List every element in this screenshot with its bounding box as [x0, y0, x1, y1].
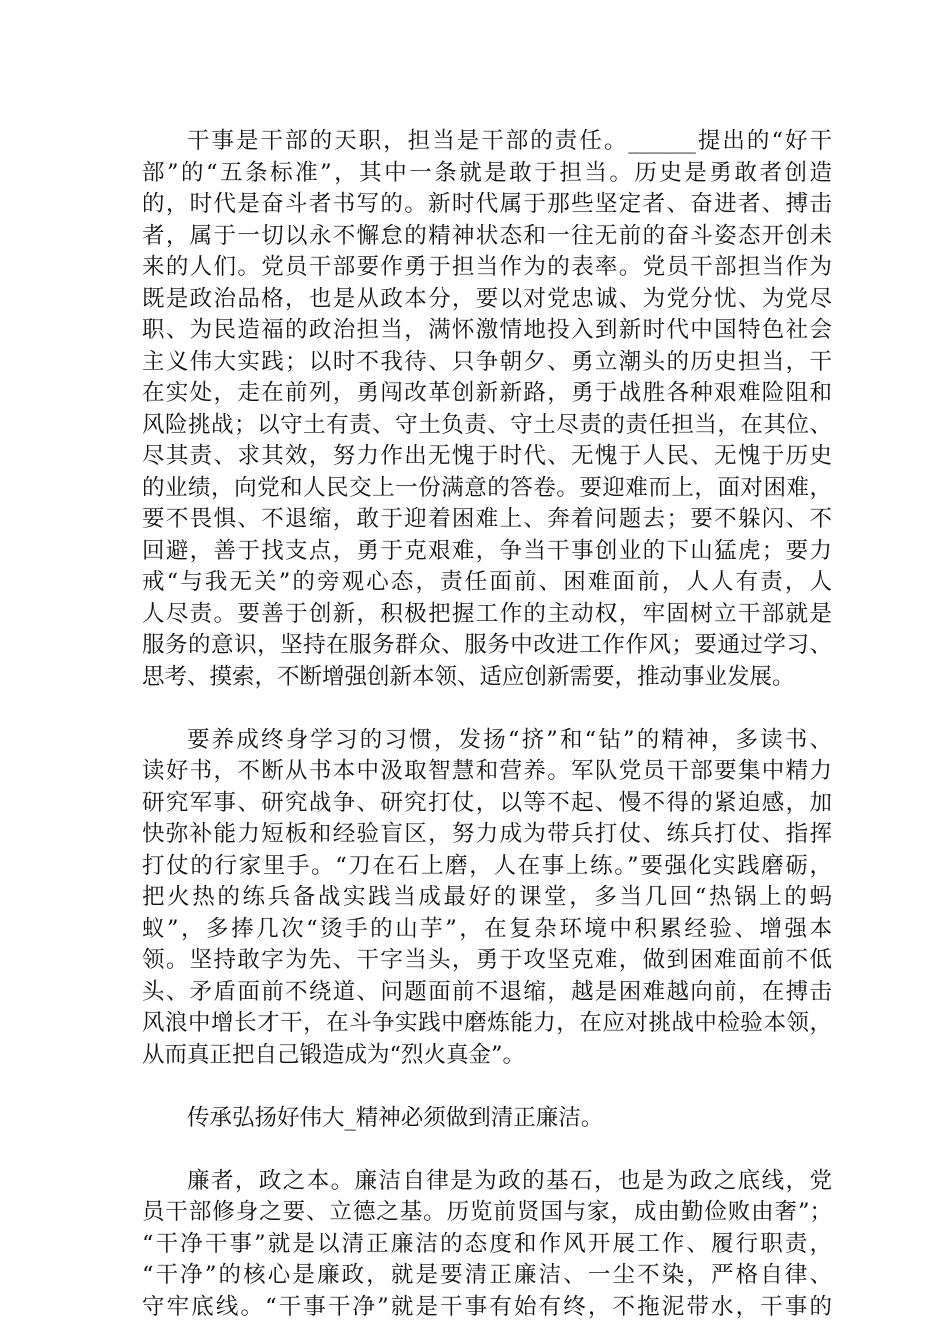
text-line: “干净”的核心是廉政，就是要清正廉洁、一尘不染，严格自律、 [142, 1262, 832, 1288]
text-line: 的业绩，向党和人民交上一份满意的答卷。要迎难而上，面对困难， [142, 474, 832, 501]
text-line: 人尽责。要善于创新，积极把握工作的主动权，牢固树立干部就是 [142, 600, 832, 627]
text-line: 要不畏惧、不退缩，敢于迎着困难上、奔着问题去；要不躲闪、不 [142, 506, 832, 532]
text-line: 廉者，政之本。廉洁自律是为政的基石，也是为政之底线，党 [187, 1167, 832, 1194]
text-line: 尽其责、求其效，努力作出无愧于时代、无愧于人民、无愧于历史 [142, 443, 832, 469]
paragraph-integrity [142, 1166, 832, 1324]
text-line: 要养成终身学习的习惯，发扬“挤”和“钻”的精神，多读书、 [187, 726, 832, 753]
text-line: 来的人们。党员干部要作勇于担当作为的表率。党员干部担当作为 [142, 254, 832, 280]
text-line: 打仗的行家里手。“刀在石上磨，人在事上练。”要强化实践磨砺， [142, 852, 832, 879]
text-line: 研究军事、研究战争、研究打仗，以等不起、慢不得的紧迫感，加 [142, 789, 832, 816]
text-line: 干事是干部的天职，担当是干部的责任。______提出的“好干 [187, 128, 832, 154]
text-line: 把火热的练兵备战实践当成最好的课堂，多当几回“热锅上的蚂 [142, 884, 832, 910]
paragraph-learning [142, 725, 832, 1072]
text-line: 部”的“五条标准”，其中一条就是敢于担当。历史是勇敢者创造 [142, 159, 832, 186]
text-line: 思考、摸索，不断增强创新本领、适应创新需要，推动事业发展。 [142, 663, 795, 690]
text-line: 蚁”，多捧几次“烫手的山芋”，在复杂环境中积累经验、增强本 [142, 915, 832, 942]
text-line: 风浪中增长才干，在斗争实践中磨炼能力，在应对挑战中检验本领， [142, 1010, 832, 1036]
text-line: 者，属于一切以永不懈怠的精神状态和一往无前的奋斗姿态开创未 [142, 222, 832, 249]
text-line: 戒“与我无关”的旁观心态，责任面前、困难面前，人人有责，人 [142, 569, 832, 595]
text-line: 服务的意识，坚持在服务群众、服务中改进工作作风；要通过学习、 [142, 632, 832, 658]
text-line: 从而真正把自己锻造成为“烈火真金”。 [142, 1041, 526, 1068]
paragraph-heading-integrity [142, 1103, 832, 1135]
text-line: 的，时代是奋斗者书写的。新时代属于那些坚定者、奋进者、搏击 [142, 191, 832, 217]
text-line: 领。坚持敢字为先、干字当头，勇于攻坚克难，做到困难面前不低 [142, 947, 832, 973]
paragraph-duty [142, 126, 832, 693]
text-line: 快弥补能力短板和经验盲区，努力成为带兵打仗、练兵打仗、指挥 [142, 821, 832, 847]
paragraph-gap [142, 693, 832, 725]
text-line: 风险挑战；以守土有责、守土负责、守土尽责的责任担当，在其位、 [142, 411, 832, 438]
document-body [142, 126, 832, 1323]
text-line: 传承弘扬好伟大_精神必须做到清正廉洁。 [187, 1104, 604, 1131]
text-line: 既是政治品格，也是从政本分，要以对党忠诚、为党分忧、为党尽 [142, 285, 832, 312]
paragraph-gap [142, 1134, 832, 1166]
text-line: 头、矛盾面前不绕道、问题面前不退缩，越是困难越向前，在搏击 [142, 978, 832, 1005]
paragraph-gap [142, 1071, 832, 1103]
text-line: 回避，善于找支点，勇于克艰难，争当干事创业的下山猛虎；要力 [142, 537, 832, 564]
text-line: 员干部修身之要、立德之基。历览前贤国与家，成由勤俭败由奢”； [142, 1199, 832, 1225]
text-line: 在实处，走在前列，勇闯改革创新新路，勇于战胜各种艰难险阻和 [142, 380, 832, 406]
text-line: 读好书，不断从书本中汲取智慧和营养。军队党员干部要集中精力 [142, 758, 832, 784]
text-line: 职、为民造福的政治担当，满怀激情地投入到新时代中国特色社会 [142, 317, 832, 343]
text-line: 主义伟大实践；以时不我待、只争朝夕、勇立潮头的历史担当，干 [142, 348, 832, 375]
text-line: “干净干事”就是以清正廉洁的态度和作风开展工作、履行职责， [142, 1230, 832, 1257]
text-line: 守牢底线。“干事干净”就是干事有始有终，不拖泥带水，干事的 [142, 1293, 832, 1320]
